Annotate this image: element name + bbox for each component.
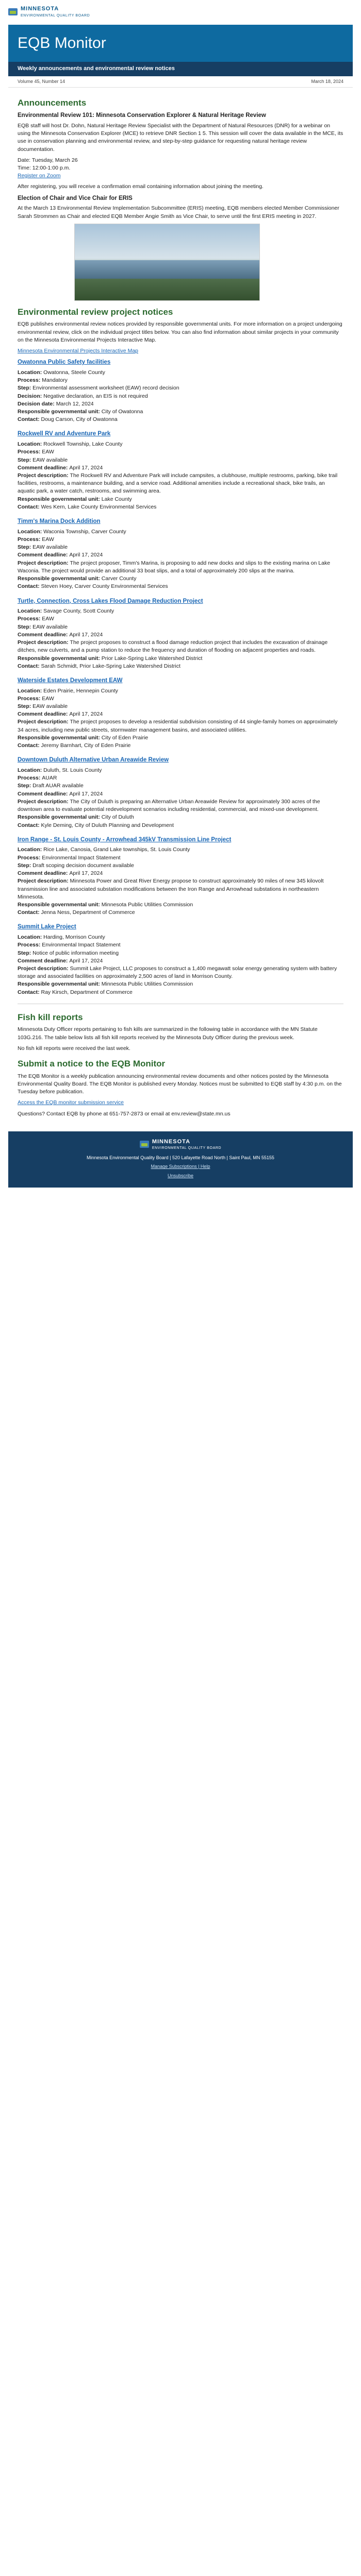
notice-step: EAW available [32, 703, 68, 710]
notice-comment-deadline: April 17, 2024 [69, 790, 103, 797]
announcements-heading: Announcements [18, 97, 87, 108]
event-time: Time: 12:00-1:00 p.m. [18, 164, 71, 171]
footer-address: Minnesota Environmental Quality Board | 520 Lafayette Road North | Saint Paul, MN 55155 [87, 1155, 274, 1160]
manage-subscriptions-link[interactable]: Manage Subscriptions | Help [151, 1164, 210, 1170]
notice-location: Harding, Morrison County [43, 934, 105, 941]
notice-location: Waconia Township, Carver County [43, 528, 126, 535]
notice-contact: Ray Kirsch, Department of Commerce [41, 989, 133, 995]
notice-process: EAW [42, 616, 54, 622]
notice-title-link[interactable]: Rockwell RV and Adventure Park [18, 431, 111, 437]
interactive-map-link[interactable]: Minnesota Environmental Projects Interactive Map [18, 348, 139, 354]
notice-description: The project proposer, Timm's Marina, is proposing to add new docks and slips to the existing marina on Lake Waconia. The project would provide an additional 33 boat slips, and a total of approximately 200 slips at the marina. [18, 560, 331, 574]
lake-water [75, 260, 259, 279]
notice-comment-deadline: April 17, 2024 [69, 464, 103, 471]
announcement-body-1: EQB staff will host Dr. Dohn, Natural Heritage Review Specialist with the Department of Natural Resources (DNR) for a webinar on using the Minnesota Conservation Explorer (MCE) to retrieve DNR Section 1 5. This session will cover the data available in the MCE, its use in conservation planning and environmental review, and step-by-step guidance for requesting natural heritage review documentation. [18, 122, 343, 152]
notice-decision-date: March 12, 2024 [56, 400, 94, 407]
notice-comment-deadline: April 17, 2024 [69, 957, 103, 964]
notice-rgu: Minnesota Public Utilities Commission [101, 981, 193, 988]
submit-text: The EQB Monitor is a weekly publication announcing environmental review documents and other notices posted by the Minnesota Environmental Quality Board. The EQB Monitor is published every Monday. Notices must be submitted to EQB staff by 4:30 p.m. on the Tuesday before publication. [18, 1073, 342, 1095]
header [0, 0, 361, 22]
notice-process: EAW [42, 449, 54, 455]
notice-list [18, 430, 343, 996]
announcement-title-1: Environmental Review 101: Minnesota Conservation Explorer & Natural Heritage Review [18, 112, 266, 119]
notice-contact: Jenna Ness, Department of Commerce [41, 909, 135, 916]
notice-comment-deadline: April 17, 2024 [69, 870, 103, 877]
notice-rgu: Minnesota Public Utilities Commission [101, 901, 193, 908]
notice-item: Iron Range - St. Louis County - Arrowhead 345kV Transmission Line Project Location: Rice Lake, Canosia, Grand Lake townships, St. Louis County Process: Environmental Impact Statement Step: Draft scoping decision document available Comment deadline: April 17, 2024 Project description: Minnesota Power and Great River Energy propose to construct approximately 90 miles of new 345 kilovolt transmission line and associated substation modifications between the Iron Range and Arrowhead substations in northeastern Minnesota. Responsible governmental unit: Minnesota Public Utilities Commission Contact: Jenna Ness, Department of Commerce [18, 836, 343, 917]
notice-description: Minnesota Power and Great River Energy propose to construct approximately 90 miles of new 345 kilovolt transmission line and associated substation modifications between the Iron Range and Arrowhead substations in northeastern Minnesota. [18, 878, 324, 900]
notice-contact: Doug Carson, City of Owatonna [41, 416, 118, 423]
notice-title-link[interactable]: Summit Lake Project [18, 924, 76, 930]
notice-decision: Negative declaration, an EIS is not required [43, 393, 148, 399]
notice-rgu: City of Eden Prairie [101, 734, 149, 741]
notice-step: EAW available [32, 456, 68, 463]
notice-step: EAW available [32, 623, 68, 630]
notice-location: Rockwell Township, Lake County [43, 441, 123, 448]
notice-description: The project proposes to develop a residential subdivision consisting of 44 single-family homes on approximately 34 acres, including new public streets, stormwater management basins, and associated utilities. [18, 719, 338, 733]
notice-contact: Sarah Schmidt, Prior Lake-Spring Lake Watershed District [41, 663, 180, 669]
notice-rgu: Prior Lake-Spring Lake Watershed District [101, 655, 203, 662]
notice-step: Environmental assessment worksheet (EAW) record decision [32, 385, 179, 392]
main-content [0, 88, 361, 1127]
announcement-body-3: At the March 13 Environmental Review Implementation Subcommittee (ERIS) meeting, EQB members elected Member Commissioner Sarah Strommen as Chair and elected EQB Member Angie Smith as Vice Chair, to serve until the first ERIS meeting in 2027. [18, 205, 339, 219]
dateline [8, 76, 353, 88]
notice-step: EAW available [32, 544, 68, 551]
notice-description: Summit Lake Project, LLC proposes to construct a 1,400 megawatt solar energy generating system with battery storage and associated facilities on approximately 2,500 acres of land in Morrison County. [18, 965, 337, 980]
notice-rgu: Carver County [101, 575, 137, 582]
notice-rgu: City of Duluth [101, 814, 134, 821]
notice-title-link[interactable]: Downtown Duluth Alternative Urban Areawide Review [18, 757, 169, 764]
notice-item: Turtle, Connection, Cross Lakes Flood Damage Reduction Project Location: Savage County, Scott County Process: EAW Step: EAW available Comment deadline: April 17, 2024 Project description: The project proposes to construct a flood damage reduction project that includes the excavation of drainage ditches, new culverts, and a pump station to reduce the frequency and duration of flooding on adjacent properties and roads. Responsible governmental unit: Prior Lake-Spring Lake Watershed District Contact: Sarah Schmidt, Prior Lake-Spring Lake Watershed District [18, 597, 343, 670]
notice-item: Rockwell RV and Adventure Park Location: Rockwell Township, Lake County Process: EAW Step: EAW available Comment deadline: April 17, 2024 Project description: The Rockwell RV and Adventure Park will include campsites, a clubhouse, multiple restrooms, parking, bike trail facilities, restrooms, a maintenance building, and a service road. Additional amenities include a recreational shack, bike trails, an aquatic park, a water catch, restrooms, and swimming area. Responsible governmental unit: Lake County Contact: Wes Kern, Lake County Environmental Services [18, 430, 343, 511]
notice-location: Eden Prairie, Hennepin County [43, 687, 118, 694]
register-link[interactable]: Register on Zoom [18, 173, 61, 179]
announcement-body-2: After registering, you will receive a confirmation email containing information about joining the meeting. [18, 183, 264, 190]
notice-step: Draft AUAR available [32, 783, 84, 789]
volume: Volume 45, Number 14 [18, 78, 65, 84]
notice-item: Timm's Marina Dock Addition Location: Waconia Township, Carver County Process: EAW Step: EAW available Comment deadline: April 17, 2024 Project description: The project proposer, Timm's Marina, is proposing to add new docks and slips to the existing marina on Lake Waconia. The project would provide an additional 33 boat slips, and a total of approximately 200 slips at the marina. Responsible governmental unit: Carver County Contact: Steven Hoey, Carver County Environmental Services [18, 517, 343, 590]
footer-logo-main: MINNESOTA [152, 1138, 191, 1145]
footer-logo-sub: ENVIRONMENTAL QUALITY BOARD [152, 1146, 222, 1150]
issue-date: March 18, 2024 [311, 78, 343, 84]
notice-contact: Kyle Deming, City of Duluth Planning and Development [41, 822, 174, 828]
footer [8, 1131, 353, 1188]
notices-heading: Environmental review project notices [18, 307, 173, 317]
notice-rgu: City of Owatonna [101, 409, 143, 415]
notice-process: Environmental Impact Statement [42, 942, 121, 948]
notice-process: AUAR [42, 775, 57, 782]
notice-step: Draft scoping decision document available [32, 862, 134, 869]
newsletter-page [0, 0, 361, 1195]
fish-kill-text: Minnesota Duty Officer reports pertaining to fish kills are summarized in the following table in accordance with the MN Statute 103G.216. The table below lists all fish kill reports received by the Minnesota Duty Officer during the previous week. [18, 1026, 318, 1041]
submission-link[interactable]: Access the EQB monitor submission service [18, 1099, 124, 1106]
notice-description: The Rockwell RV and Adventure Park will include campsites, a clubhouse, multiple restrooms, parking, bike trail facilities, restrooms, a maintenance building, and a service road. Additional amenities include a recreational shack, bike trails, an aquatic park, a water catch, restrooms, and swimming area. [18, 472, 338, 495]
banner-title: EQB Monitor [18, 35, 106, 52]
notice-title: Owatonna Public Safety facilities [18, 359, 111, 366]
notice-description: The project proposes to construct a flood damage reduction project that includes the excavation of drainage ditches, new culverts, and a pump station to reduce the frequency and duration of flooding on adjacent properties and roads. [18, 639, 328, 654]
unsubscribe-link[interactable]: Unsubscribe [167, 1173, 194, 1178]
tagline: Weekly announcements and environmental review notices [8, 62, 353, 76]
notice-description: The City of Duluth is preparing an Alternative Urban Areawide Review for approximately 300 acres of the downtown area to evaluate potential redevelopment scenarios including residential, commercial, and mixed-use development. [18, 798, 320, 813]
notice-first: Owatonna Public Safety facilities Location: Owatonna, Steele County Process: Mandatory Step: Environmental assessment worksheet (EAW) record decision Decision: Negative declaration, an EIS is not required Decision date: March 12, 2024 Responsible governmental unit: City of Owatonna Contact: Doug Carson, City of Owatonna [18, 358, 343, 423]
notice-title-link[interactable]: Timm's Marina Dock Addition [18, 518, 101, 525]
notice-contact: Steven Hoey, Carver County Environmental Services [41, 583, 168, 590]
announcement-title-2: Election of Chair and Vice Chair for ERIS [18, 195, 133, 201]
notice-process: Environmental Impact Statement [42, 854, 121, 861]
notice-item: Downtown Duluth Alternative Urban Areawide Review Location: Duluth, St. Louis County Process: AUAR Step: Draft AUAR available Comment deadline: April 17, 2024 Project description: The City of Duluth is preparing an Alternative Urban Areawide Review for approximately 300 acres of the downtown area to evaluate potential redevelopment scenarios including residential, commercial, and mixed-use development. Responsible governmental unit: City of Duluth Contact: Kyle Deming, City of Duluth Planning and Development [18, 756, 343, 829]
notice-process: EAW [42, 536, 54, 543]
notice-rgu: Lake County [101, 496, 132, 502]
logo-sub-text: ENVIRONMENTAL QUALITY BOARD [21, 13, 90, 18]
footer-logo [18, 1138, 343, 1151]
title-banner [8, 25, 353, 62]
submit-question: Questions? Contact EQB by phone at 651-757-2873 or email at env.review@state.mn.us [18, 1110, 231, 1117]
notice-title-link[interactable]: Turtle, Connection, Cross Lakes Flood Damage Reduction Project [18, 598, 203, 604]
notice-location: Rice Lake, Canosia, Grand Lake townships, St. Louis County [43, 846, 190, 853]
notice-comment-deadline: April 17, 2024 [69, 552, 103, 558]
footer-logo-icon [140, 1141, 149, 1148]
notice-contact: Wes Kern, Lake County Environmental Services [41, 503, 157, 510]
submit-heading: Submit a notice to the EQB Monitor [18, 1059, 166, 1069]
notice-step: Notice of public information meeting [32, 950, 119, 956]
notice-location: Owatonna, Steele County [43, 369, 105, 376]
notice-comment-deadline: April 17, 2024 [69, 631, 103, 638]
notice-location: Duluth, St. Louis County [43, 767, 102, 774]
event-date: Date: Tuesday, March 26 [18, 157, 78, 163]
notice-item: Waterside Estates Development EAW Location: Eden Prairie, Hennepin County Process: EAW Step: EAW available Comment deadline: April 17, 2024 Project description: The project proposes to develop a residential subdivision consisting of 44 single-family homes on approximately 34 acres, including new public streets, stormwater management basins, and associated utilities. Responsible governmental unit: City of Eden Prairie Contact: Jeremy Barnhart, City of Eden Prairie [18, 676, 343, 750]
minnesota-logo-icon [8, 8, 18, 15]
fish-kill-note: No fish kill reports were received the last week. [18, 1045, 130, 1052]
notice-process: EAW [42, 695, 54, 702]
lake-photo [74, 224, 260, 301]
notice-location: Savage County, Scott County [43, 608, 114, 615]
notice-contact: Jeremy Barnhart, City of Eden Prairie [41, 742, 131, 749]
notice-comment-deadline: April 17, 2024 [69, 711, 103, 718]
notices-intro: EQB publishes environmental review notices provided by responsible governmental units. For more information on a project undergoing environmental review, click on the individual project titles below. You can also find information about similar projects in your community on the Minnesota Environmental Projects Interactive Map. [18, 321, 342, 343]
notice-title-link[interactable]: Waterside Estates Development EAW [18, 677, 123, 684]
notice-title-link[interactable]: Iron Range - St. Louis County - Arrowhead 345kV Transmission Line Project [18, 836, 232, 843]
logo [8, 5, 353, 19]
fish-kill-heading: Fish kill reports [18, 1012, 83, 1022]
logo-main-text: MINNESOTA [21, 6, 59, 12]
notice-item: Summit Lake Project Location: Harding, Morrison County Process: Environmental Impact Statement Step: Notice of public information meeting Comment deadline: April 17, 2024 Project description: Summit Lake Project, LLC proposes to construct a 1,400 megawatt solar energy generating system with battery storage and associated facilities on approximately 2,500 acres of land in Morrison County. Responsible governmental unit: Minnesota Public Utilities Commission Contact: Ray Kirsch, Department of Commerce [18, 923, 343, 996]
notice-process: Mandatory [42, 377, 68, 384]
